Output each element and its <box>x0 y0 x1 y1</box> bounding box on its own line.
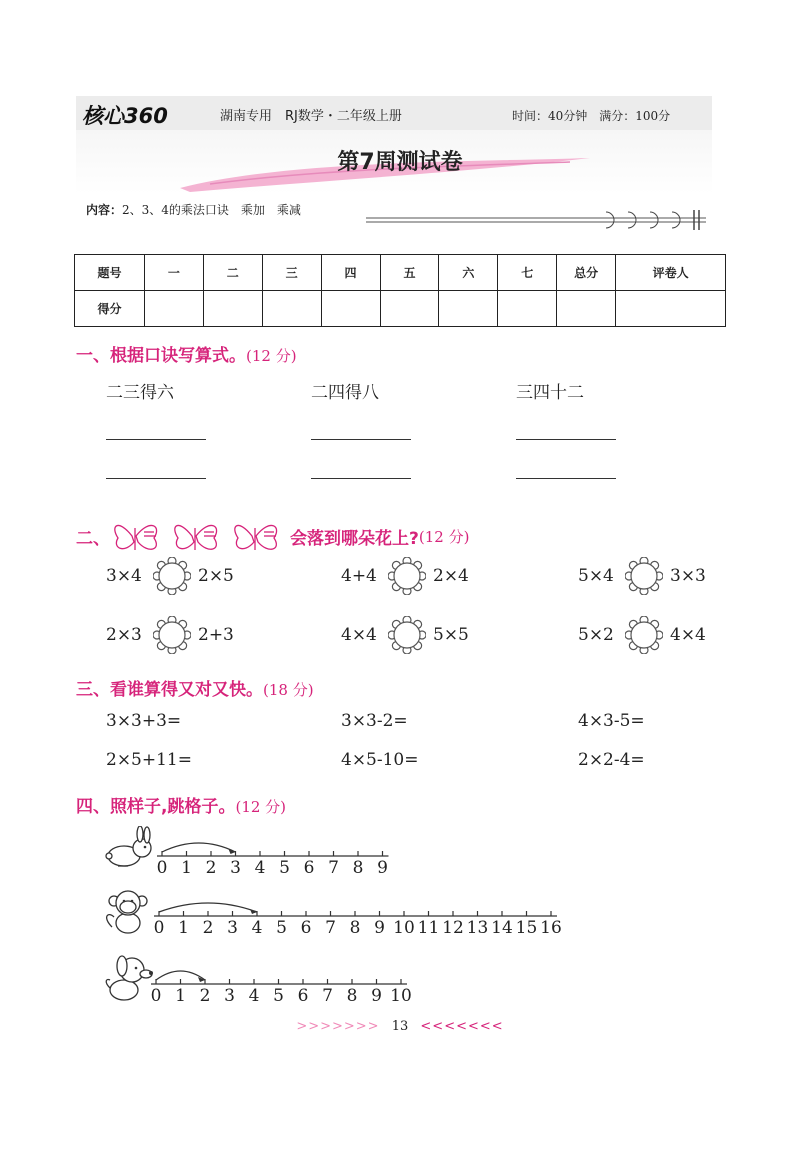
compare-right: 4×4 <box>670 625 706 645</box>
answer-blank[interactable] <box>516 439 616 440</box>
brand-logo: 核心360 <box>82 104 168 128</box>
section4-points: (12 分) <box>235 798 287 816</box>
answer-blank[interactable] <box>106 478 206 479</box>
score-header-cell: 一 <box>144 255 203 291</box>
compare-right: 5×5 <box>433 625 469 645</box>
number-line-label: 7 <box>322 986 333 1004</box>
flower-icon[interactable] <box>388 616 426 654</box>
answer-blank[interactable] <box>311 478 411 479</box>
score-cell[interactable] <box>616 291 726 327</box>
score-cell[interactable] <box>557 291 616 327</box>
number-line-label: 8 <box>346 986 358 1004</box>
number-line-label: 2 <box>205 858 217 876</box>
compare-left: 4+4 <box>341 566 377 586</box>
page-title: 第7周测试卷 <box>337 150 463 175</box>
number-line-label: 1 <box>175 986 186 1004</box>
expression: 2×5+11= <box>106 750 192 770</box>
score-header-cell: 二 <box>203 255 262 291</box>
section1-item: 二四得八 <box>311 383 379 403</box>
number-line-label: 6 <box>300 918 312 936</box>
number-line-label: 9 <box>377 858 388 876</box>
score-cell[interactable] <box>262 291 321 327</box>
score-cell[interactable] <box>321 291 380 327</box>
content-text: 2、3、4的乘法口诀 乘加 乘减 <box>122 203 301 217</box>
content-label: 内容： <box>86 203 123 217</box>
number-line-label: 0 <box>156 858 168 876</box>
jump-arc <box>156 971 205 980</box>
compare-right: 2×4 <box>433 566 469 586</box>
jump-arc <box>162 843 236 852</box>
number-line-dog <box>149 958 415 1004</box>
score-header-cell: 五 <box>380 255 439 291</box>
section4-title: 四、照样子,跳格子。 <box>76 797 236 817</box>
number-line-label: 14 <box>491 918 513 936</box>
number-line-label: 5 <box>273 986 284 1004</box>
score-cell[interactable] <box>380 291 439 327</box>
section1-title: 一、根据口诀写算式。 <box>76 346 246 366</box>
compare-left: 5×2 <box>578 625 614 645</box>
compare-left: 3×4 <box>106 566 142 586</box>
score-cell[interactable] <box>439 291 498 327</box>
page-number: 13 <box>391 1019 409 1034</box>
page-footer <box>0 1019 800 1034</box>
number-line-label: 3 <box>230 858 241 876</box>
answer-blank[interactable] <box>106 439 206 440</box>
content-line <box>86 201 301 218</box>
number-line-label: 6 <box>303 858 315 876</box>
section1-points: (12 分) <box>246 347 297 365</box>
compare-left: 4×4 <box>341 625 377 645</box>
score-header-cell: 评卷人 <box>616 255 726 291</box>
score-header-cell: 六 <box>439 255 498 291</box>
score-table-header-row <box>75 255 726 291</box>
section2-heading <box>76 516 469 556</box>
series-label: 湖南专用 RJ数学・二年级上册 <box>220 109 402 124</box>
expression: 2×2-4= <box>578 750 645 770</box>
flower-icon[interactable] <box>625 616 663 654</box>
number-line-label: 1 <box>178 918 189 936</box>
expression: 3×3+3= <box>106 711 182 731</box>
number-line-label: 4 <box>254 858 266 876</box>
number-line-label: 2 <box>202 918 214 936</box>
score-table <box>74 254 726 327</box>
monkey-icon <box>102 887 156 937</box>
compare-right: 3×3 <box>670 566 706 586</box>
score-header-cell: 题号 <box>75 255 145 291</box>
moon-line-decoration <box>366 208 710 232</box>
section2-points: (12 分) <box>418 527 470 546</box>
number-line-label: 12 <box>442 918 464 936</box>
compare-left: 2×3 <box>106 625 142 645</box>
section3-heading <box>76 675 314 700</box>
number-line-label: 5 <box>276 918 287 936</box>
number-line-label: 3 <box>227 918 238 936</box>
number-line-label: 9 <box>374 918 385 936</box>
number-line-label: 8 <box>349 918 361 936</box>
number-line-label: 2 <box>199 986 211 1004</box>
score-header-cell: 总分 <box>557 255 616 291</box>
number-line-label: 1 <box>181 858 192 876</box>
flower-icon[interactable] <box>153 616 191 654</box>
score-cell[interactable] <box>144 291 203 327</box>
number-line-label: 13 <box>466 918 489 936</box>
section2-prefix: 二、 <box>76 528 110 549</box>
section1-item: 三四十二 <box>516 383 584 403</box>
section1-heading <box>76 341 297 366</box>
score-header-cell: 三 <box>262 255 321 291</box>
score-cell[interactable] <box>498 291 557 327</box>
flower-icon[interactable] <box>625 557 663 595</box>
answer-blank[interactable] <box>311 439 411 440</box>
section1-item: 二三得六 <box>106 383 174 403</box>
compare-right: 2+3 <box>198 625 234 645</box>
expression: 4×5-10= <box>341 750 419 770</box>
footer-arrows-left: <<<<<<< <box>420 1019 504 1034</box>
number-line-label: 8 <box>352 858 364 876</box>
rabbit-icon <box>102 826 158 870</box>
number-line-label: 7 <box>325 918 336 936</box>
score-table-score-row <box>75 291 726 327</box>
section2-title: 会落到哪朵花上? <box>290 528 419 549</box>
section3-points: (18 分) <box>263 681 314 699</box>
section4-heading <box>76 792 286 817</box>
flower-icon[interactable] <box>153 557 191 595</box>
section3-title: 三、看谁算得又对又快。 <box>76 680 263 700</box>
flower-icon[interactable] <box>388 557 426 595</box>
expression: 4×3-5= <box>578 711 645 731</box>
score-cell[interactable] <box>203 291 262 327</box>
score-header-cell: 七 <box>498 255 557 291</box>
number-line-label: 7 <box>328 858 339 876</box>
number-line-label: 16 <box>540 918 562 936</box>
number-line-label: 5 <box>279 858 290 876</box>
score-row-label: 得分 <box>75 291 145 327</box>
compare-left: 5×4 <box>578 566 614 586</box>
number-line-label: 11 <box>417 918 440 936</box>
butterfly-icon-group <box>110 516 290 556</box>
number-line-label: 6 <box>297 986 309 1004</box>
score-header-cell: 四 <box>321 255 380 291</box>
number-line-label: 0 <box>153 918 165 936</box>
number-line-label: 15 <box>515 918 538 936</box>
number-line-label: 9 <box>371 986 382 1004</box>
footer-arrows-right: >>>>>>> <box>296 1019 380 1034</box>
number-line-label: 4 <box>251 918 263 936</box>
time-score-label: 时间：40分钟 满分：100分 <box>512 109 671 123</box>
number-line-rabbit <box>155 830 395 876</box>
number-line-label: 10 <box>393 918 415 936</box>
number-line-label: 4 <box>248 986 260 1004</box>
jump-arc <box>159 903 257 912</box>
compare-right: 2×5 <box>198 566 234 586</box>
number-line-label: 3 <box>224 986 235 1004</box>
number-line-label: 0 <box>150 986 162 1004</box>
answer-blank[interactable] <box>516 478 616 479</box>
expression: 3×3-2= <box>341 711 408 731</box>
number-line-label: 10 <box>390 986 412 1004</box>
number-line-monkey <box>152 890 562 936</box>
